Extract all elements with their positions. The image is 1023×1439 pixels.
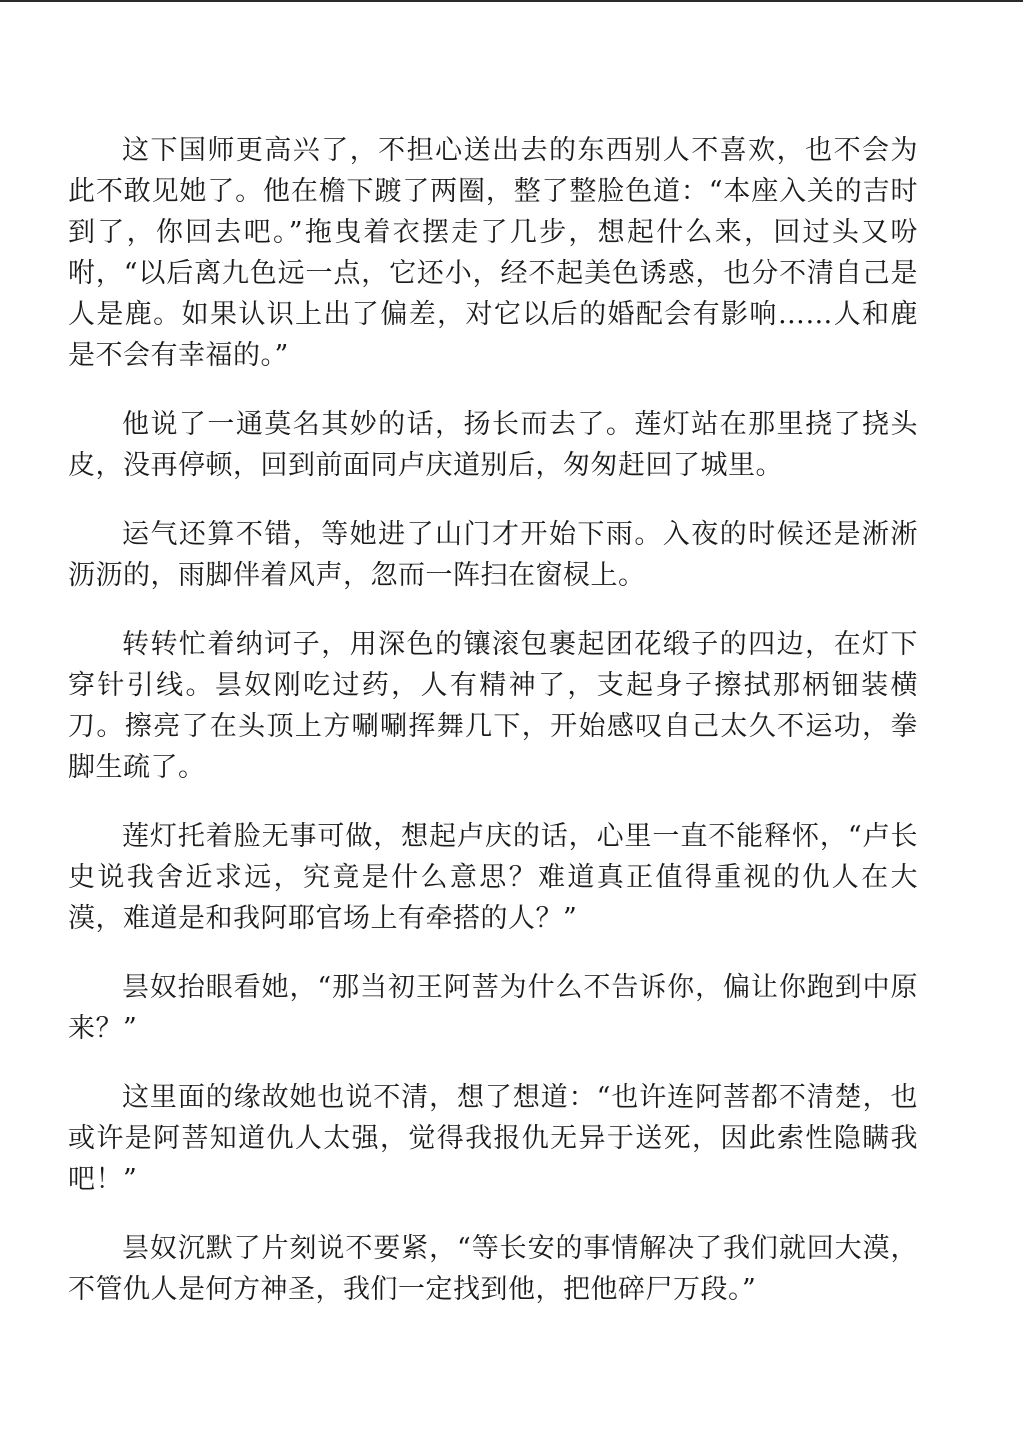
- paragraph-6: 昙奴抬眼看她，“那当初王阿菩为什么不告诉你，偏让你跑到中原来？”: [68, 972, 918, 1044]
- paragraph-5: 莲灯托着脸无事可做，想起卢庆的话，心里一直不能释怀，“卢长史说我舍近求远，究竟是什么意思？难道真正值得重视的仇人在大漠，难道是和我阿耶官场上有牵搭的人？”: [68, 821, 918, 934]
- paragraph-3: 运气还算不错，等她进了山门才开始下雨。入夜的时候还是淅淅沥沥的，雨脚伴着风声，忽而一阵扫在窗棂上。: [68, 519, 918, 591]
- paragraph-4: 转转忙着纳诃子，用深色的镶滚包裹起团花缎子的四边，在灯下穿针引线。昙奴刚吃过药，人有精神了，支起身子擦拭那柄钿装横刀。擦亮了在头顶上方唰唰挥舞几下，开始感叹自己太久不运功，拳脚生疏了。: [68, 629, 918, 783]
- paragraph-8: 昙奴沉默了片刻说不要紧，“等长安的事情解决了我们就回大漠，不管仇人是何方神圣，我们一定找到他，把他碎尸万段。”: [68, 1233, 918, 1305]
- paragraph-7: 这里面的缘故她也说不清，想了想道：“也许连阿菩都不清楚，也或许是阿菩知道仇人太强，觉得我报仇无异于送死，因此索性隐瞒我吧！”: [68, 1082, 918, 1195]
- top-border-line: [0, 0, 1023, 2]
- paragraph-1: 这下国师更高兴了，不担心送出去的东西别人不喜欢，也不会为此不敢见她了。他在檐下踱了两圈，整了整脸色道：“本座入关的吉时到了，你回去吧。”拖曳着衣摆走了几步，想起什么来，回过头又吩咐，“以后离九色远一点，它还小，经不起美色诱惑，也分不清自己是人是鹿。如果认识上出了偏差，对它以后的婚配会有影响……人和鹿是不会有幸福的。”: [68, 135, 918, 371]
- paragraph-2: 他说了一通莫名其妙的话，扬长而去了。莲灯站在那里挠了挠头皮，没再停顿，回到前面同卢庆道别后，匆匆赶回了城里。: [68, 409, 918, 481]
- page-body: [68, 130, 918, 1338]
